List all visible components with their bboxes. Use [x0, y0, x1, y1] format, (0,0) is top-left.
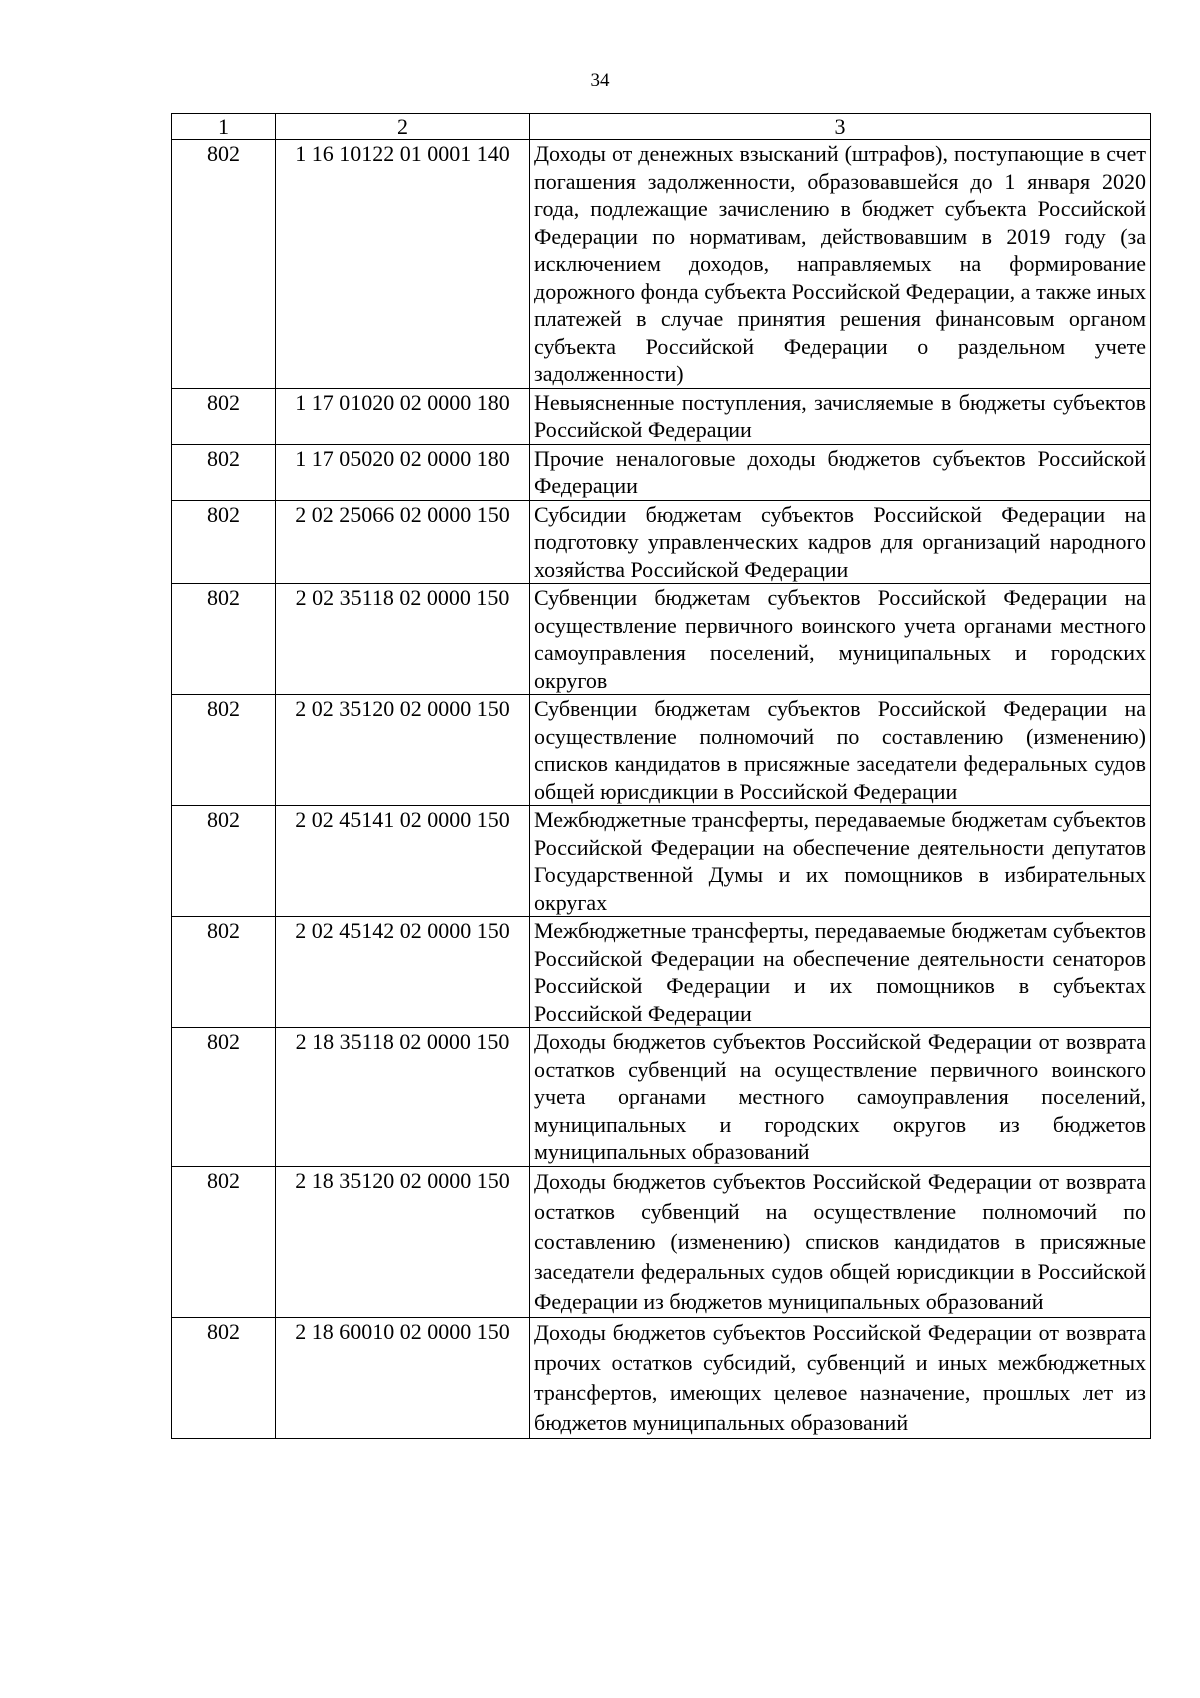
budget-code-cell: 2 18 35118 02 0000 150	[276, 1028, 530, 1167]
table-row	[172, 1166, 1151, 1317]
admin-code-cell: 802	[172, 806, 276, 917]
admin-code-cell: 802	[172, 444, 276, 500]
budget-code-cell: 1 17 05020 02 0000 180	[276, 444, 530, 500]
admin-code-cell: 802	[172, 695, 276, 806]
description-cell: Прочие неналоговые доходы бюджетов субъектов Российской Федерации	[530, 444, 1151, 500]
description-cell: Доходы бюджетов субъектов Российской Федерации от возврата прочих остатков субсидий, субвенций и иных межбюджетных трансфертов, имеющих целевое назначение, прошлых лет из бюджетов муниципальных образований	[530, 1317, 1151, 1438]
budget-code-cell: 2 02 45141 02 0000 150	[276, 806, 530, 917]
table-header-row	[172, 114, 1151, 140]
page-number: 34	[590, 70, 610, 91]
budget-code-cell: 2 02 25066 02 0000 150	[276, 500, 530, 584]
admin-code-cell: 802	[172, 500, 276, 584]
table-row	[172, 1028, 1151, 1167]
description-cell: Межбюджетные трансферты, передаваемые бюджетам субъектов Российской Федерации на обеспечение деятельности сенаторов Российской Федерации и их помощников в субъектах Российской Федерации	[530, 917, 1151, 1028]
budget-code-cell: 2 18 35120 02 0000 150	[276, 1166, 530, 1317]
admin-code-cell: 802	[172, 917, 276, 1028]
description-cell: Субвенции бюджетам субъектов Российской Федерации на осуществление полномочий по составлению (изменению) списков кандидатов в присяжные заседатели федеральных судов общей юрисдикции в Российской Федерации	[530, 695, 1151, 806]
admin-code-cell: 802	[172, 140, 276, 389]
table-row	[172, 388, 1151, 444]
budget-code-cell: 2 02 35118 02 0000 150	[276, 584, 530, 695]
description-cell: Субсидии бюджетам субъектов Российской Федерации на подготовку управленческих кадров для организаций народного хозяйства Российской Федерации	[530, 500, 1151, 584]
table-row	[172, 1317, 1151, 1438]
admin-code-cell: 802	[172, 388, 276, 444]
admin-code-cell: 802	[172, 1166, 276, 1317]
table-row	[172, 140, 1151, 389]
budget-code-cell: 2 02 35120 02 0000 150	[276, 695, 530, 806]
budget-code-cell: 1 17 01020 02 0000 180	[276, 388, 530, 444]
description-cell: Межбюджетные трансферты, передаваемые бюджетам субъектов Российской Федерации на обеспечение деятельности депутатов Государственной Думы и их помощников в избирательных округах	[530, 806, 1151, 917]
admin-code-cell: 802	[172, 584, 276, 695]
budget-code-cell: 2 18 60010 02 0000 150	[276, 1317, 530, 1438]
table-row	[172, 584, 1151, 695]
admin-code-cell: 802	[172, 1317, 276, 1438]
description-cell: Субвенции бюджетам субъектов Российской Федерации на осуществление первичного воинского учета органами местного самоуправления поселений, муниципальных и городских округов	[530, 584, 1151, 695]
column-header-2: 2	[276, 114, 530, 140]
budget-code-cell: 1 16 10122 01 0001 140	[276, 140, 530, 389]
table-row	[172, 444, 1151, 500]
table-row	[172, 806, 1151, 917]
description-cell: Невыясненные поступления, зачисляемые в бюджеты субъектов Российской Федерации	[530, 388, 1151, 444]
description-cell: Доходы от денежных взысканий (штрафов), поступающие в счет погашения задолженности, образовавшейся до 1 января 2020 года, подлежащие зачислению в бюджет субъекта Российской Федерации по нормативам, действовавшим в 2019 году (за исключением доходов, направляемых на формирование дорожного фонда субъекта Российской Федерации, а также иных платежей в случае принятия решения финансовым органом субъекта Российской Федерации о раздельном учете задолженности)	[530, 140, 1151, 389]
description-cell: Доходы бюджетов субъектов Российской Федерации от возврата остатков субвенций на осуществление первичного воинского учета органами местного самоуправления поселений, муниципальных и городских округов из бюджетов муниципальных образований	[530, 1028, 1151, 1167]
budget-code-cell: 2 02 45142 02 0000 150	[276, 917, 530, 1028]
table-row	[172, 500, 1151, 584]
table-row	[172, 695, 1151, 806]
budget-classification-table	[171, 113, 1151, 1439]
admin-code-cell: 802	[172, 1028, 276, 1167]
description-cell: Доходы бюджетов субъектов Российской Федерации от возврата остатков субвенций на осуществление полномочий по составлению (изменению) списков кандидатов в присяжные заседатели федеральных судов общей юрисдикции в Российской Федерации из бюджетов муниципальных образований	[530, 1166, 1151, 1317]
column-header-3: 3	[530, 114, 1151, 140]
column-header-1: 1	[172, 114, 276, 140]
table-row	[172, 917, 1151, 1028]
